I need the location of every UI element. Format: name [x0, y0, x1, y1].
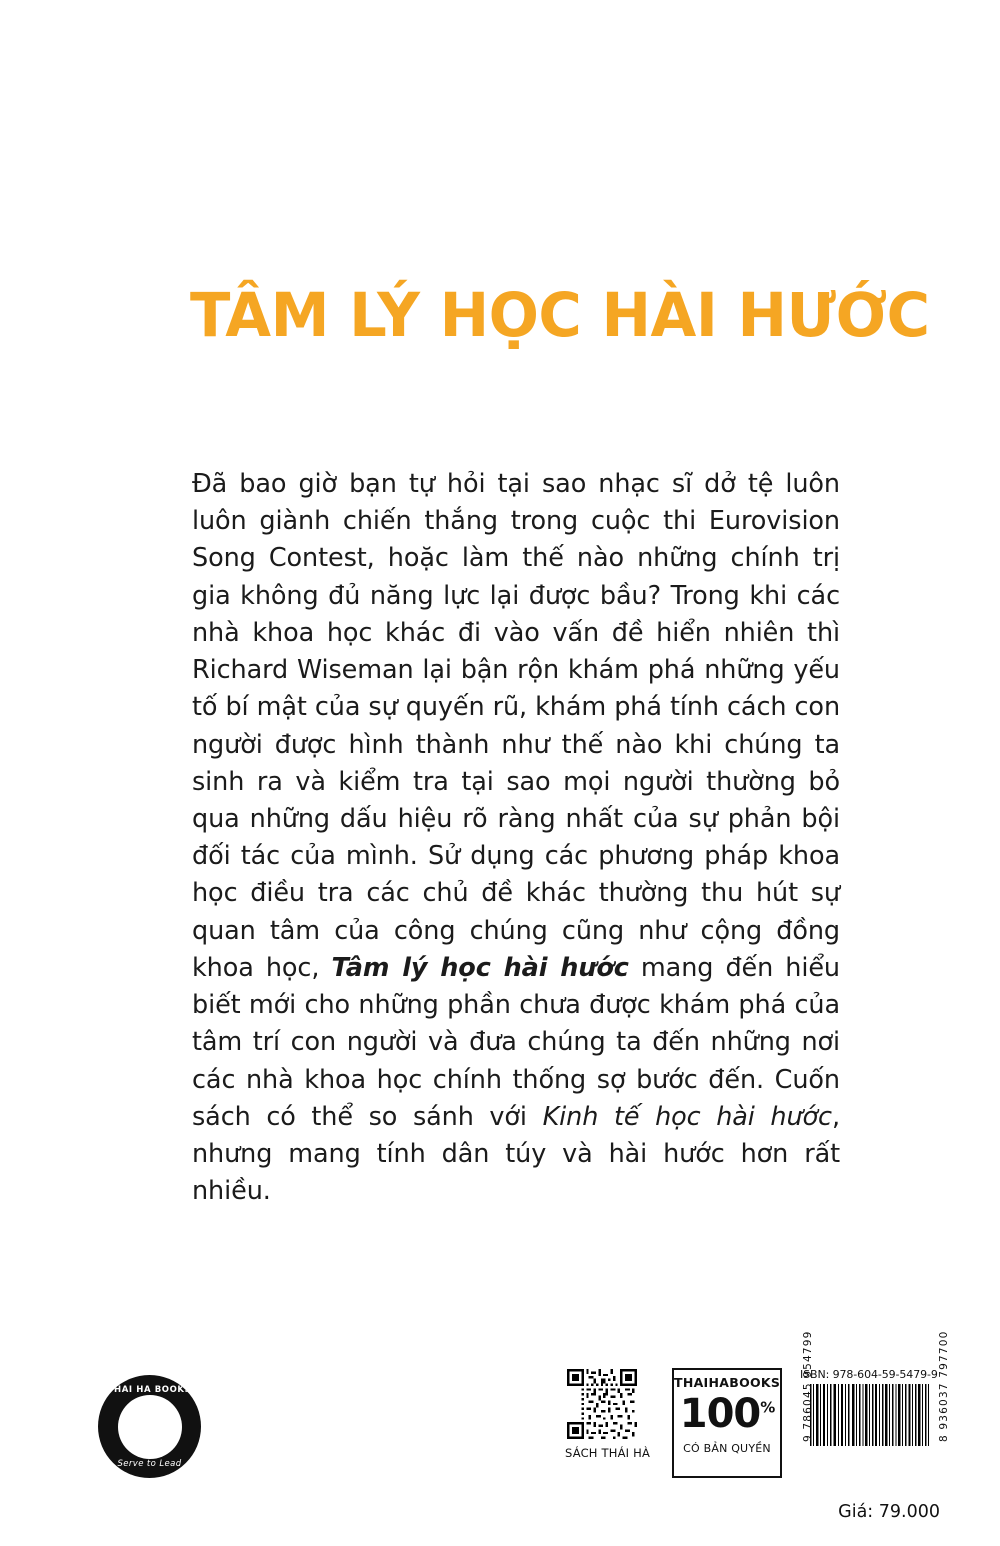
qr-caption: SÁCH THÁI HÀ — [565, 1446, 651, 1460]
stamp-inner-circle — [118, 1395, 182, 1459]
blurb-part-2: mang đến hiểu biết mới cho những phần chưa được khám phá của tâm trí con người và đưa chúng ta đến những nơi các nhà khoa học chính thống sợ bước đến. Cuốn sách có thể so sánh với — [192, 952, 840, 1132]
copyright-number — [674, 1391, 780, 1437]
qr-code-block — [565, 1369, 651, 1460]
blurb-emphasis-title: Tâm lý học hài hước — [331, 952, 629, 983]
stamp-bottom-text: Serve to Lead — [117, 1459, 182, 1469]
qr-code-icon — [567, 1369, 637, 1439]
price-label: Giá: 79.000 — [838, 1502, 940, 1522]
blurb-part-3: , nhưng mang tính dân túy và hài hước hơn rất nhiều. — [192, 1101, 840, 1207]
blurb-emphasis-reference: Kinh tế học hài hước — [542, 1101, 832, 1132]
book-title: TÂM LÝ HỌC HÀI HƯỚC — [190, 280, 930, 351]
footer-area — [0, 1330, 1000, 1545]
copyright-caption: CÓ BẢN QUYỀN — [683, 1442, 771, 1455]
copyright-number-value: 100 — [679, 1391, 761, 1437]
copyright-badge — [672, 1368, 782, 1478]
copyright-brand: THAIHABOOKS — [674, 1375, 781, 1390]
isbn-label: ISBN: 978-604-59-5479-9 — [800, 1368, 938, 1381]
publisher-stamp-logo — [98, 1375, 201, 1478]
book-blurb — [192, 466, 840, 1210]
barcode-number-left: 9 786045 954799 — [802, 1330, 814, 1442]
barcode-number-right: 8 936037 797700 — [938, 1330, 950, 1442]
barcode-icon — [800, 1384, 940, 1446]
blurb-part-1: Đã bao giờ bạn tự hỏi tại sao nhạc sĩ dở tệ luôn luôn giành chiến thắng trong cuộc thi Eurovision Song Contest, hoặc làm thế nào những chính trị gia không đủ năng lực lại được bầu? Trong khi các nhà khoa học khác đi vào vấn đề hiển nhiên thì Richard Wiseman lại bận rộn khám phá những yếu tố bí mật của sự quyến rũ, khám phá tính cách con người được hình thành như thế nào khi chúng ta sinh ra và kiểm tra tại sao mọi người thường bỏ qua những dấu hiệu rõ ràng nhất của sự phản bội đối tác của mình. Sử dụng các phương pháp khoa học điều tra các chủ đề khác thường thu hút sự quan tâm của công chúng cũng như cộng đồng khoa học, — [192, 469, 840, 983]
copyright-percent-symbol: % — [760, 1398, 775, 1417]
isbn-block — [800, 1330, 950, 1446]
stamp-top-text: THAI HA BOOKS — [107, 1385, 192, 1395]
